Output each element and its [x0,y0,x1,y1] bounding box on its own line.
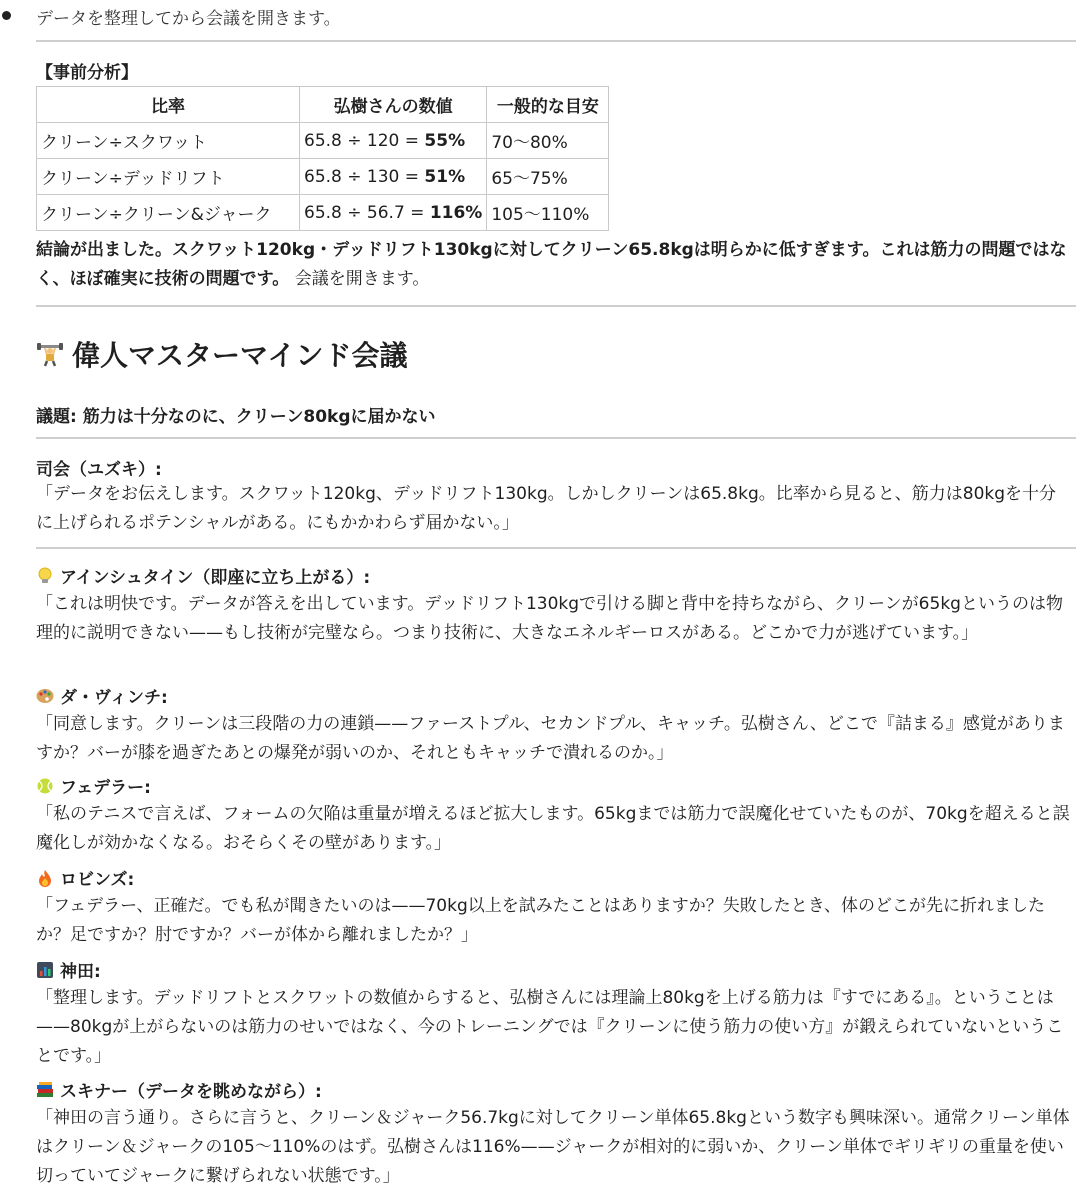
meeting-heading [36,334,407,374]
ratio-cell: クリーン÷スクワット [37,123,300,159]
speaker-label: 司会（ユズキ）: [36,460,162,480]
table-row [37,195,609,231]
fire-icon [36,869,54,887]
speaker-name [36,455,162,480]
table-header: 比率 [37,87,300,123]
speaker-label: アインシュタイン（即座に立ち上がる）: [60,568,371,588]
speaker-name [36,563,370,588]
divider [36,305,1076,307]
bullet-dot [2,11,11,20]
table-header: 一般的な目安 [487,87,609,123]
result-text: 55% [424,130,466,151]
table-header-row [37,87,609,123]
speaker-name [36,865,134,890]
divider [36,437,1076,439]
calc-text: 65.8 ÷ 56.7 = [304,202,430,223]
ratio-cell: クリーン÷デッドリフト [37,159,300,195]
meeting-title: 偉人マスターマインド会議 [72,339,408,372]
speaker-label: スキナー（データを眺めながら）: [60,1082,322,1102]
speaker-quote: 「同意します。クリーンは三段階の力の連鎖——ファーストプル、セカンドプル、キャッチ。弘樹さん、どこで『詰まる』感覚がありますか？バーが膝を過ぎたあとの爆発が弱いのか、それともキャッチで潰れるのか。」 [36,714,1065,763]
speaker-name [36,773,151,798]
palette-icon [36,687,54,705]
speaker-quote: 「神田の言う通り。さらに言うと、クリーン＆ジャーク56.7kgに対してクリーン単体65.8kgという数字も興味深い。通常クリーン単体はクリーン＆ジャークの105〜110%のはず。弘樹さんは116%——ジャークが相対的に弱いか、クリーン単体でギリギリの重量を使い切っていてジャークに繋げられない状態です。」 [36,1108,1070,1186]
intro-text: データを整理してから会議を開きます。 [36,9,341,29]
analysis-table [36,86,609,231]
conclusion-normal: 会議を開きます。 [289,269,430,289]
speaker-quote: 「データをお伝えします。スクワット120kg、デッドリフト130kg。しかしクリーンは65.8kg。比率から見ると、筋力は80kgを十分に上げられるポテンシャルがある。にもかかわらず届かない。」 [36,484,1057,533]
speaker-quote: 「これは明快です。データが答えを出しています。デッドリフト130kgで引ける脚と背中を持ちながら、クリーンが65kgというのは物理的に説明できない——もし技術が完璧なら。つまり技術に、大きなエネルギーロスがある。どこかで力が逃げています。」 [36,594,1063,643]
speaker-label: 神田: [60,962,101,982]
books-icon [36,1081,54,1099]
section-label: 【事前分析】 [36,63,138,83]
speaker-name [36,683,168,708]
divider [36,40,1076,42]
tennis-ball-icon [36,777,54,795]
ratio-cell: クリーン÷クリーン&ジャーク [37,195,300,231]
guide-cell: 105〜110% [487,195,609,231]
calc-text: 65.8 ÷ 120 = [304,130,425,151]
lightbulb-icon [36,567,54,585]
speaker-name [36,957,101,982]
speaker-label: フェデラー: [60,778,151,798]
guide-cell: 65〜75% [487,159,609,195]
speaker-name [36,1077,322,1102]
result-text: 51% [424,166,466,187]
value-cell [300,123,487,159]
speaker-label: ダ・ヴィンチ: [60,688,168,708]
conclusion-paragraph [36,236,1076,294]
value-cell [300,159,487,195]
speaker-quote: 「フェデラー、正確だ。でも私が聞きたいのは——70kg以上を試みたことはありますか？失敗したとき、体のどこが先に折れましたか？足ですか？肘ですか？バーが体から離れましたか？」 [36,896,1046,945]
calc-text: 65.8 ÷ 130 = [304,166,425,187]
speaker-quote: 「私のテニスで言えば、フォームの欠陥は重量が増えるほど拡大します。65kgまでは筋力で誤魔化せていたものが、70kgを超えると誤魔化しが効かなくなる。おそらくその壁があります。」 [36,804,1070,853]
table-header: 弘樹さんの数値 [300,87,487,123]
weightlifter-icon [36,340,64,368]
table-row [37,159,609,195]
divider [36,547,1076,549]
table-row [37,123,609,159]
value-cell [300,195,487,231]
speaker-quote: 「整理します。デッドリフトとスクワットの数値からすると、弘樹さんには理論上80kgを上げる筋力は『すでにある』。ということは——80kgが上がらないのは筋力のせいではなく、今のトレーニングでは『クリーンに使う筋力の使い方』が鍛えられていないということです。」 [36,988,1064,1066]
conclusion-bold: 結論が出ました。スクワット120kg・デッドリフト130kgに対してクリーン65.8kgは明らかに低すぎます。これは筋力の問題ではなく、ほぼ確実に技術の問題です。 [36,240,1067,289]
guide-cell: 70〜80% [487,123,609,159]
topic-line: 議題: 筋力は十分なのに、クリーン80kgに届かない [36,407,436,427]
speaker-label: ロビンズ: [60,870,135,890]
result-text: 116% [429,202,483,223]
bar-chart-icon [36,961,54,979]
